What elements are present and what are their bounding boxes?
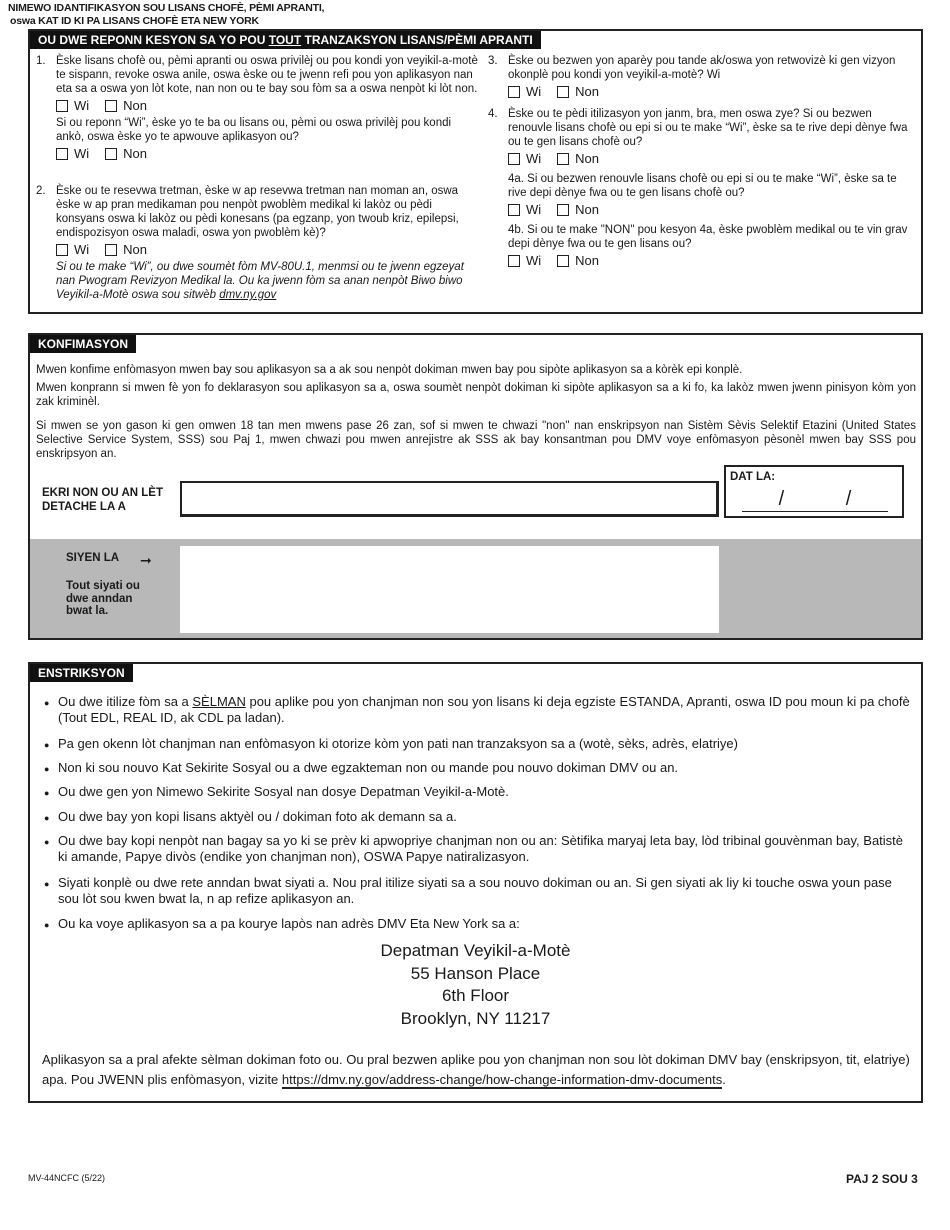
q1-sub-checkboxes: Wi Non [56,147,482,161]
q4b-no-checkbox[interactable] [557,255,569,267]
signature-band [30,539,921,638]
address-line-3: 6th Floor [441,986,510,1005]
instruction-item-7: ● Siyati konplè ou dwe rete anndan bwat siyati a. Nou pral itilize siyati sa a sou nouvo dokiman ou an. Si gen siyati ak liy ki touche oswa youn pase sou lòt sou kwen bwat la, n ap refize aplikasyon an. [44,875,914,907]
q4b-yes-checkbox[interactable] [508,255,520,267]
page-number: PAJ 2 SOU 3 [846,1172,918,1186]
q3-checkboxes: Wi Non [508,85,918,99]
signature-note: Tout siyati ou dwe anndan bwat la. [66,580,140,617]
q2-no-checkbox[interactable] [105,244,117,256]
q1-yes-checkbox[interactable] [56,100,68,112]
header-line-2: oswa KAT ID KI PA LISANS CHOFÈ ETA NEW YORK [10,15,259,27]
dmv-website-link[interactable]: dmv.ny.gov [219,289,277,301]
question-1: 1. Èske lisans chofè ou, pèmi apranti ou oswa privilèj ou pou kondi yon veyikil-a-motè te sispann, revoke oswa anile, oswa èske ou te jwenn refi pou yon aplikasyon nan eta sa a oswa yon lòt kote, nan non ou te bay sou fòm sa a oswa nenpòt ki lòt non. Wi Non Si ou reponn “Wi”, èske yo te ba ou lisans ou, pèmi ou oswa privilèj pou kondi ankò, oswa èske yo te apwouve aplikasyon ou? Wi Non [36,54,482,164]
q4-checkboxes: Wi Non [508,152,918,166]
questions-section-title: OU DWE REPONN KESYON SA YO POU TOUT TRANZAKSYON LISANS/PÈMI APRANTI [30,31,541,49]
q1-sub-no-checkbox[interactable] [105,148,117,160]
instruction-item-4: ● Ou dwe gen yon Nimewo Sekirite Sosyal nan dosye Depatman Veyikil-a-Motè. [44,784,914,800]
address-line-4: Brooklyn, NY 11217 [400,1008,551,1028]
date-label: DAT LA: [730,471,776,483]
q1-checkboxes: Wi Non [56,99,482,113]
instruction-item-8: ● Ou ka voye aplikasyon sa a pa kourye lapòs nan adrès DMV Eta New York sa a: [44,916,914,932]
q4-yes-checkbox[interactable] [508,153,520,165]
q4a-yes-checkbox[interactable] [508,204,520,216]
q4a-no-checkbox[interactable] [557,204,569,216]
print-name-field[interactable] [180,481,719,517]
instruction-item-5: ● Ou dwe bay yon kopi lisans aktyèl ou / dokiman foto ak demann sa a. [44,809,914,825]
q4-no-checkbox[interactable] [557,153,569,165]
q4a-checkboxes: Wi Non [508,203,918,217]
q4a-text: 4a. Si ou bezwen renouvle lisans chofè ou epi si ou te make “Wi”, èske sa te rive depi dènye fwa ou te gen lisans chofè ou? [508,173,897,199]
instruction-item-3: ● Non ki sou nouvo Kat Sekirite Sosyal ou a dwe egzakteman non ou mande pou nouvo dokiman DMV ou an. [44,760,914,776]
questions-section [28,29,923,314]
instruction-item-6: ● Ou dwe bay kopi nenpòt nan bagay sa yo ki se prèv ki apwopriye chanjman non ou an: Sètifika maryaj leta bay, lòd tribinal gouvènman bay, Batistè ki amande, Papye divòs (endike yon chanjman non), OSWA Papye natiralizasyon. [44,833,914,865]
address-line-2: 55 Hanson Place [410,963,541,983]
question-2: 2. Èske ou te resevwa tretman, èske w ap resevwa tretman nan moman an, oswa èske w ap pran medikaman pou nenpòt pwoblèm medikal ki lakòz ou pèdi konsyans oswa ki lakòz ou pèdi konesans (pa egzanp, yon twoub kriz, epilepsi, endispozisyon oswa maladi, oswa yon pwoblèm kè)? Wi Non Si ou te make “Wi”, ou dwe soumèt fòm MV-80U.1, menmsi ou te jwenn egzeyat nan Pwogram Revizyon Medikal la. Ou ka jwenn fòm sa anan nenpòt Biwo biwo Veyikil-a-Motè oswa sou sitwèb dmv.ny.gov [36,184,482,302]
q3-no-checkbox[interactable] [557,86,569,98]
print-name-label: EKRI NON OU AN LÈT DETACHE LA A [42,487,163,513]
form-id: MV-44NCFC (5/22) [28,1173,106,1183]
question-4: 4. Èske ou te pèdi itilizasyon yon janm, bra, men oswa zye? Si ou bezwen renouvle lisans chofè ou epi si ou te make “Wi”, èske sa te rive depi dènye fwa ou te gen lisans chofè ou? Wi Non 4a. Si ou bezwen renouvle lisans chofè ou epi si ou te make “Wi”, èske sa te rive depi dènye fwa ou te gen lisans chofè ou? Wi Non 4b. Si ou te make "NON" pou kesyon 4a, èske pwoblèm medikal ou te vin grav depi dènye fwa ou te gen lisans ou? Wi Non [488,107,918,271]
arrow-right-icon: ➞ [140,552,152,568]
signature-box[interactable] [180,546,719,633]
instructions-title: ENSTRIKSYON [30,664,133,682]
question-3: 3. Èske ou bezwen yon aparèy pou tande ak/oswa yon retwovizè ki gen vizyon okonplè pou kondi yon veyikil-a-motè? Wi Wi Non [488,54,918,102]
q2-checkboxes: Wi Non [56,243,482,257]
sign-here-label: SIYEN LA [66,552,120,564]
instructions-section [28,662,923,1103]
q1-subquestion: Si ou reponn “Wi”, èske yo te ba ou lisans ou, pèmi ou oswa privilèj pou kondi ankò, oswa èske yo te apwouve aplikasyon ou? [56,117,452,143]
address-line-1: Depatman Veyikil-a-Motè [380,941,571,960]
q1-sub-yes-checkbox[interactable] [56,148,68,160]
q3-yes-checkbox[interactable] [508,86,520,98]
q4b-text: 4b. Si ou te make "NON" pou kesyon 4a, èske pwoblèm medikal ou te vin grav depi dènye fwa ou te gen lisans ou? [508,224,908,250]
dmv-info-link[interactable]: https://dmv.ny.gov/address-change/how-change-information-dmv-documents [281,1072,723,1087]
confirmation-para-2: Mwen konprann si mwen fè yon fo deklarasyon sou aplikasyon sa a, oswa soumèt nenpòt dokiman ki sipòte aplikasyon sa a ki fo, ka lakòz mwen jwenn pinisyon kòm yon zak kriminèl. [36,382,916,408]
instruction-item-2: ● Pa gen okenn lòt chanjman nan enfòmasyon ki otorize kòm yon pati nan tranzaksyon sa a (wotè, sèks, adrès, elatriye) [44,736,914,752]
instructions-footer: Aplikasyon sa a pral afekte sèlman dokiman foto ou. Ou pral bezwen aplike pou yon chanjman non sou lòt dokiman DMV bay (enskripsyon, tit, elatriye) apa. Pou JWENN plis enfòmasyon, vizite https://dmv.ny.gov/address-change/how-change-information-dmv-documents. [42,1052,910,1087]
dmv-mailing-address [30,940,921,1030]
q1-no-checkbox[interactable] [105,100,117,112]
date-field[interactable] [724,465,904,518]
instruction-item-1: ● Ou dwe itilize fòm sa a SÈLMAN pou aplike pou yon chanjman non sou yon lisans ki deja egziste ESTANDA, Apranti, oswa ID pou moun ki pa chofè (Tout EDL, REAL ID, ak CDL pa ladan). [44,694,914,726]
confirmation-section [28,333,923,640]
date-slashes: / / [742,487,888,512]
confirmation-title: KONFIMASYON [30,335,136,353]
confirmation-para-3: Si mwen se yon gason ki gen omwen 18 tan men mwens pase 26 zan, sof si mwen te chwazi "non" nan enskripsyon nan Sistèm Sèvis Selektif Etazini (United States Selective Service System, SSS) sou Paj 1, mwen chwazi pou mwen anrejistre ak SSS ak bay konsantman pou DMV voye enfòmasyon pèsonèl mwen bay SSS pou enskripsyon an. [36,420,916,460]
confirmation-para-1: Mwen konfime enfòmasyon mwen bay sou aplikasyon sa a ak sou nenpòt dokiman mwen bay pou sipòte aplikasyon sa a kòrèk epi konplè. [36,364,743,376]
q2-yes-checkbox[interactable] [56,244,68,256]
q2-note: Si ou te make “Wi”, ou dwe soumèt fòm MV-80U.1, menmsi ou te jwenn egzeyat nan Pwogram Revizyon Medikal la. Ou ka jwenn fòm sa anan nenpòt Biwo biwo Veyikil-a-Motè oswa sou sitwèb dmv.ny.gov [56,261,464,301]
header-line-1: NIMEWO IDANTIFIKASYON SOU LISANS CHOFÈ, PÈMI APRANTI, [8,2,325,14]
q4b-checkboxes: Wi Non [508,254,918,268]
form-header [8,2,324,28]
